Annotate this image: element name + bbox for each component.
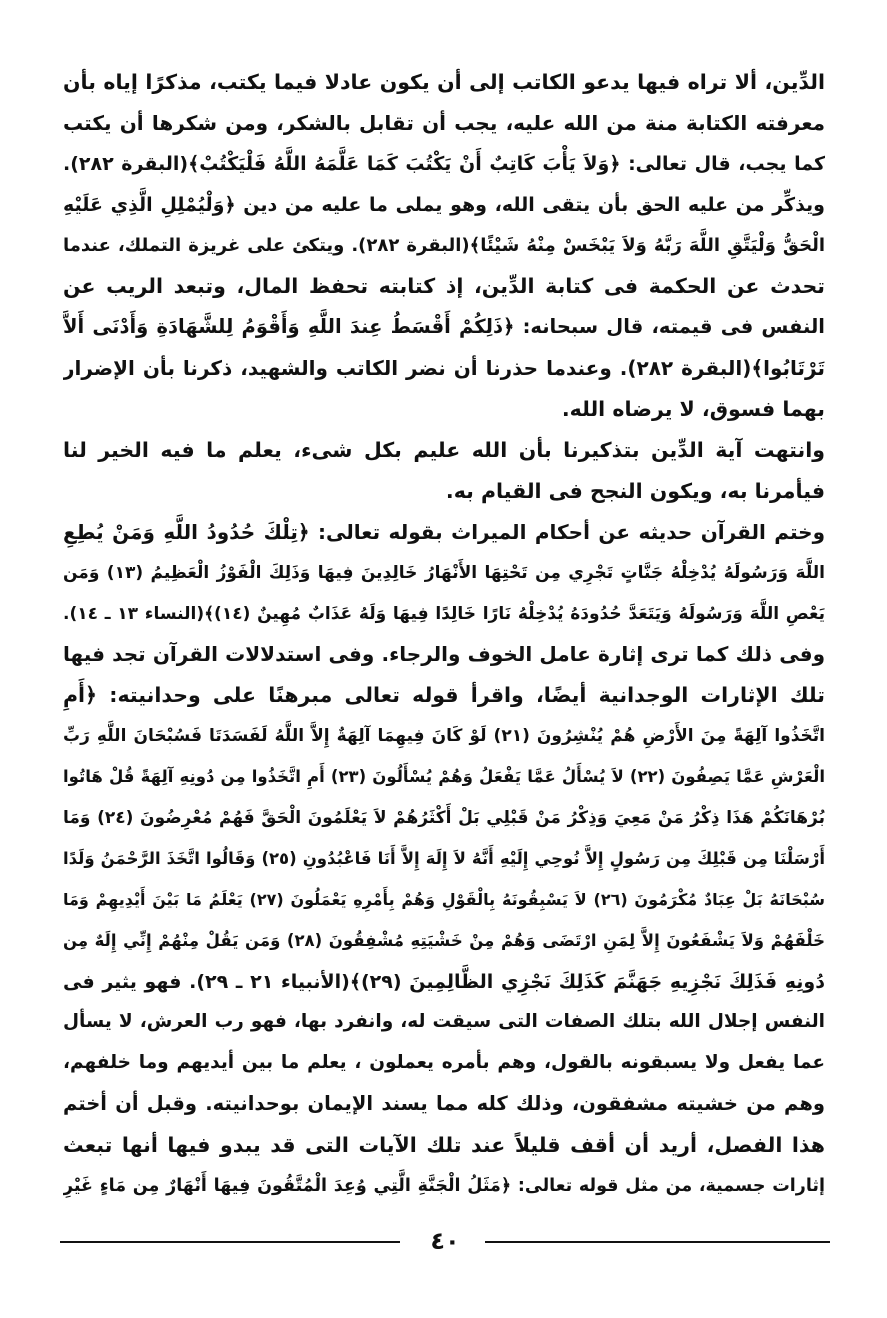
text-line: بهما فسوق، لا يرضاه الله. [561, 397, 825, 422]
text-line: سُبْحَانَهُ بَلْ عِبَادٌ مُكْرَمُونَ (٢٦) لاَ يَسْبِقُونَهُ بِالْقَوْلِ وَهُمْ بِأَمْرِهِ يَعْمَلُونَ (٢٧) يَعْلَمُ مَا بَيْنَ أَيْدِيهِمْ وَمَا [63, 889, 825, 909]
text-line: النفس إجلال الله بتلك الصفات التى سيقت له، وانفرد بها، فهو رب العرش، لا يسأل [63, 1011, 825, 1033]
text-line: الدِّين، ألا تراه فيها يدعو الكاتب إلى أن يكون عادلا فيما يكتب، مذكرًا إياه بأن [63, 70, 825, 94]
text-line: وختم القرآن حديثه عن أحكام الميراث بقوله تعالى: ﴿تِلْكَ حُدُودُ اللَّهِ وَمَنْ يُطِعِ [63, 519, 825, 544]
footer-rule-left [60, 1241, 400, 1243]
text-line: تَرْتَابُوا﴾(البقرة ٢٨٢). وعندما حذرنا أن نضر الكاتب والشهيد، ذكرنا بأن الإضرار [63, 356, 825, 381]
text-line: وانتهت آية الدِّين بتذكيرنا بأن الله عليم بكل شىء، يعلم ما فيه الخير لنا [63, 438, 825, 463]
text-line: إثارات جسمية، من مثل قوله تعالى: ﴿مَثَلُ الْجَنَّةِ الَّتِي وُعِدَ الْمُتَّقُونَ فِيهَا أَنْهَارٌ مِن مَاءٍ غَيْرِ [63, 1176, 825, 1197]
text-line: معرفته الكتابة منة من الله عليه، يجب أن تقابل بالشكر، ومن شكرها أن يكتب [63, 110, 825, 135]
text-line: وفى ذلك كما ترى إثارة عامل الخوف والرجاء. وفى استدلالات القرآن تجد فيها [63, 642, 825, 667]
text-line: تحدث عن الحكمة فى كتابة الدِّين، إذ كتابته تحفظ المال، وتبعد الريب عن [63, 274, 825, 299]
text-line: كما يجب، قال تعالى: ﴿وَلاَ يَأْبَ كَاتِبٌ أَنْ يَكْتُبَ كَمَا عَلَّمَهُ اللَّهُ فَلْيَكْتُبْ﴾(البقرة ٢٨٢). [63, 152, 825, 175]
text-line: ويذكِّر من عليه الحق بأن يتقى الله، وهو يملى ما عليه من دين ﴿وَلْيُمْلِلِ الَّذِي عَلَيْهِ [63, 193, 825, 216]
text-line: النفس فى قيمته، قال سبحانه: ﴿ذَلِكُمْ أَقْسَطُ عِندَ اللَّهِ وَأَقْوَمُ لِلشَّهَادَةِ وَأَدْنَى أَلاَّ [63, 315, 825, 339]
text-line: يَعْصِ اللَّهَ وَرَسُولَهُ وَيَتَعَدَّ حُدُودَهُ يُدْخِلْهُ نَارًا خَالِدًا فِيهَا وَلَهُ عَذَابٌ مُهِينٌ (١٤)﴾(النساء ١٣ ـ ١٤). [63, 603, 825, 624]
text-line: دُونِهِ فَذَلِكَ نَجْزِيهِ جَهَنَّمَ كَذَلِكَ نَجْزِي الظَّالِمِينَ (٢٩)﴾(الأنبياء ٢١ ـ ٢٩). فهو يثير فى [63, 970, 825, 993]
text-line: بُرْهَانَكُمْ هَذَا ذِكْرُ مَنْ مَعِيَ وَذِكْرُ مَنْ قَبْلِي بَلْ أَكْثَرُهُمْ لاَ يَعْلَمُونَ الْحَقَّ فَهُمْ مُعْرِضُونَ (٢٤) وَمَا [63, 808, 825, 829]
text-line: فيأمرنا به، ويكون النجح فى القيام به. [445, 478, 825, 503]
footer-rule-right [485, 1241, 830, 1243]
text-line: عما يفعل ولا يسبقونه بالقول، وهم بأمره يعملون ، يعلم ما بين أيديهم وما خلفهم، [63, 1052, 825, 1074]
text-line: وهم من خشيته مشفقون، وذلك كله مما يسند الإيمان بوحدانيته. وقبل أن أختم [63, 1092, 825, 1116]
text-line: الْعَرْشِ عَمَّا يَصِفُونَ (٢٢) لاَ يُسْأَلُ عَمَّا يَفْعَلُ وَهُمْ يُسْأَلُونَ (٢٣) أَمِ اتَّخَذُوا مِن دُونِهِ آلِهَةً قُلْ هَاتُوا [63, 767, 825, 787]
text-line: الْحَقُّ وَلْيَتَّقِ اللَّهَ رَبَّهُ وَلاَ يَبْخَسْ مِنْهُ شَيْئًا﴾(البقرة ٢٨٢). ويتكئ على غريزة التملك، عندما [63, 234, 825, 256]
text-line: اللَّهَ وَرَسُولَهُ يُدْخِلْهُ جَنَّاتٍ تَجْرِي مِن تَحْتِهَا الأَنْهَارُ خَالِدِينَ فِيهَا وَذَلِكَ الْفَوْزُ الْعَظِيمُ (١٣) وَمَن [63, 562, 825, 583]
page-footer [60, 1226, 830, 1256]
text-line: اتَّخَذُوا آلِهَةً مِنَ الأَرْضِ هُمْ يُنْشِرُونَ (٢١) لَوْ كَانَ فِيهِمَا آلِهَةٌ إِلاَّ اللَّهُ لَفَسَدَتَا فَسُبْحَانَ اللَّهِ رَبِّ [63, 726, 825, 747]
text-line: تلك الإثارات الوجدانية أيضًا، واقرأ قوله تعالى مبرهنًا على وحدانيته: ﴿أَمِ [63, 683, 825, 708]
page-number: ٤٠ [430, 1227, 460, 1255]
text-line: هذا الفصل، أريد أن أقف قليلاً عند تلك الآيات التى قد يبدو فيها أنها تبعث [63, 1133, 825, 1158]
text-line: أَرْسَلْنَا مِن قَبْلِكَ مِن رَسُولٍ إِلاَّ نُوحِي إِلَيْهِ أَنَّهُ لاَ إِلَهَ إِلاَّ أَنَا فَاعْبُدُونِ (٢٥) وَقَالُوا اتَّخَذَ الرَّحْمَنُ وَلَدًا [63, 848, 825, 868]
text-line: خَلْفَهُمْ وَلاَ يَشْفَعُونَ إِلاَّ لِمَنِ ارْتَضَى وَهُمْ مِنْ خَشْيَتِهِ مُشْفِقُونَ (٢٨) وَمَن يَقُلْ مِنْهُمْ إِنِّي إِلَهٌ مِن [63, 930, 825, 950]
page-body [63, 62, 825, 1207]
